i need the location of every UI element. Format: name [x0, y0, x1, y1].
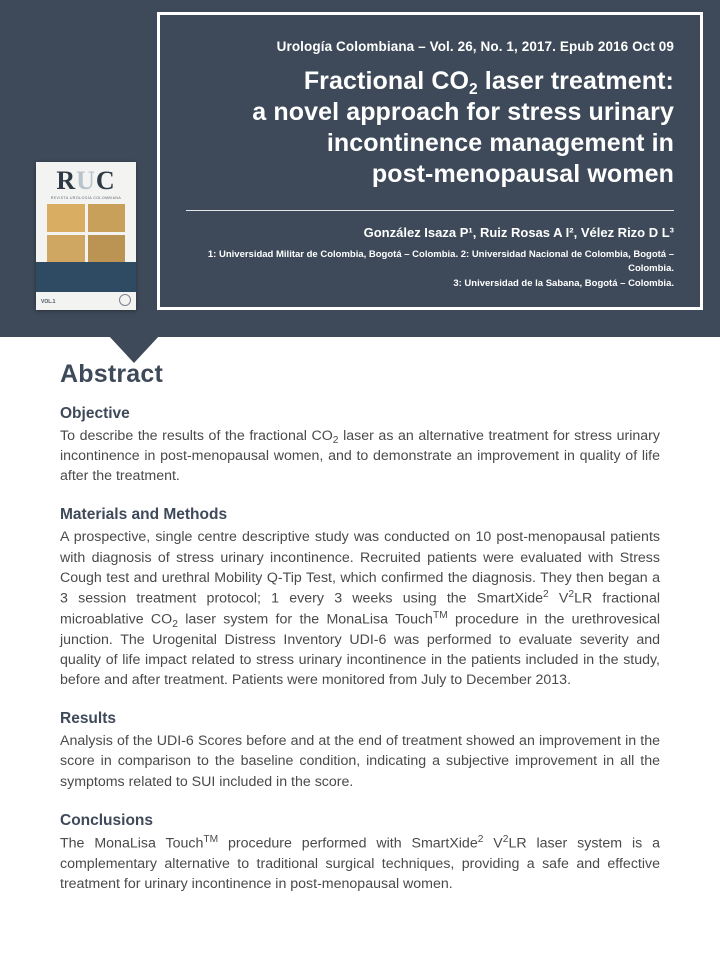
- journal-cover-thumbnail: [36, 162, 136, 310]
- article-title-line-4: post-menopausal women: [371, 160, 674, 188]
- abstract-section-materials-and-methods: [60, 506, 660, 690]
- co2-subscript: 2: [469, 81, 478, 98]
- journal-citation-line: Urología Colombiana – Vol. 26, No. 1, 2017. Epub 2016 Oct 09: [276, 39, 674, 54]
- title-box: [157, 12, 703, 310]
- page-title: Abstract: [60, 360, 164, 388]
- article-title-line-1: Fractional $CO_2$ laser treatment:: [303, 67, 674, 98]
- section-body-results: Analysis of the UDI-6 Scores before and at the end of treatment showed an improvement in the score in comparison to the baseline condition, indicating a subjective improvement in all the symptoms related to SUI included in the score.: [60, 733, 660, 790]
- section-body-objective: To describe the results of the fractional $CO_2$ laser as an alternative treatment for stress urinary incontinence in post-menopausal women, and to demonstrate an improvement in quality of life after the treatment.: [60, 428, 660, 485]
- title-divider: [186, 210, 674, 211]
- journal-cover-logo-icon: [119, 294, 131, 306]
- journal-cover-masthead: RUC: [56, 166, 116, 195]
- journal-cover-issue-label: VOL.1: [41, 299, 56, 305]
- abstract-section-results: [60, 710, 660, 791]
- affiliation-line-1: 1: Universidad Militar de Colombia, Bogotá – Colombia. 2: Universidad Nacional de Colombia, Bogotá – Colombia.: [207, 249, 674, 275]
- section-heading-objective: Objective: [60, 405, 130, 422]
- abstract-section-conclusions: [60, 812, 660, 894]
- journal-cover-image-grid: [47, 204, 125, 262]
- author-list: González Isaza P¹, Ruiz Rosas A I², Vélez Rizo D L³: [363, 225, 674, 240]
- article-title: [186, 66, 674, 190]
- section-heading-materials-and-methods: Materials and Methods: [60, 506, 228, 524]
- section-body-materials-and-methods: A prospective, single centre descriptive study was conducted on 10 post-menopausal patients with diagnosis of stress urinary incontinence. Recruited patients were evaluated with Stress Cough test and urethral Mobility Q-Tip Test, which confirmed the diagnosis. They then began a 3 session treatment protocol; 1 every 3 weeks using the SmartXide$^2$ $V^2LR$ fractional microablative $CO_2$ laser system for the MonaLisa Touch™ procedure in the urethrovesical junction. The Urogenital Distress Inventory UDI-6 was performed to evaluate severity and quality of life impact related to stress urinary incontinence in the patients included in the study, before and after treatment. Patients were monitored from July to December 2013.: [60, 529, 661, 689]
- affiliation-line-2: 3: Universidad de la Sabana, Bogotá – Colombia.: [453, 277, 674, 289]
- cover-image-cell: [88, 235, 126, 263]
- article-title-line-3: incontinence management in: [326, 129, 674, 157]
- cover-image-cell: [47, 204, 85, 232]
- abstract-section-objective: [60, 405, 660, 486]
- cover-image-cell: [88, 204, 126, 232]
- section-heading-results: Results: [60, 710, 116, 728]
- cover-image-cell: [47, 235, 85, 263]
- journal-cover-subtitle: REVISTA UROLOGÍA COLOMBIANA: [50, 196, 122, 200]
- article-title-line-2: a novel approach for stress urinary: [252, 98, 674, 126]
- journal-cover-band: [36, 262, 136, 292]
- section-heading-conclusions: Conclusions: [60, 811, 154, 829]
- abstract-content: [60, 360, 660, 914]
- section-body-conclusions: The MonaLisa Touch™ procedure performed with SmartXide$^2$ $V^2LR$ laser system is a complementary alternative to traditional surgical techniques, providing a safe and effective treatment for urinary incontinence in post-menopausal women.: [60, 833, 660, 892]
